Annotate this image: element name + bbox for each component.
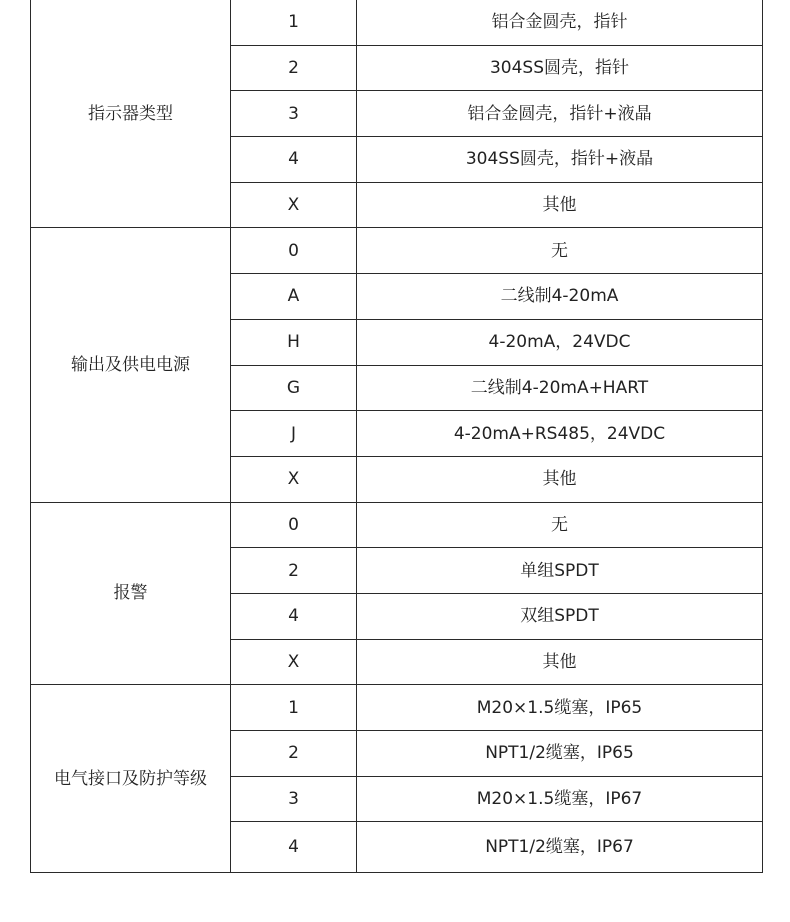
option-code: 4: [231, 593, 357, 639]
option-description: 其他: [357, 456, 763, 502]
option-description: 铝合金圆壳，指针: [357, 0, 763, 45]
option-code: X: [231, 182, 357, 228]
option-code: X: [231, 456, 357, 502]
option-code: X: [231, 639, 357, 685]
option-description: 4-20mA，24VDC: [357, 319, 763, 365]
option-description: 铝合金圆壳，指针+液晶: [357, 91, 763, 137]
option-code: 2: [231, 45, 357, 91]
option-code: 4: [231, 137, 357, 183]
option-description: 304SS圆壳，指针: [357, 45, 763, 91]
spec-table: [30, 0, 763, 873]
option-code: 3: [231, 91, 357, 137]
table-row: [31, 685, 763, 731]
option-description: 4-20mA+RS485，24VDC: [357, 411, 763, 457]
option-code: 1: [231, 685, 357, 731]
group-label-indicator-type: 指示器类型: [31, 0, 231, 228]
option-code: 1: [231, 0, 357, 45]
group-label-electrical-interface: 电气接口及防护等级: [31, 685, 231, 873]
option-description: 304SS圆壳，指针+液晶: [357, 137, 763, 183]
option-code: 2: [231, 548, 357, 594]
group-label-alarm: 报警: [31, 502, 231, 685]
option-description: M20×1.5缆塞，IP65: [357, 685, 763, 731]
option-description: 单组SPDT: [357, 548, 763, 594]
option-code: G: [231, 365, 357, 411]
option-description: 其他: [357, 639, 763, 685]
option-code: 0: [231, 502, 357, 548]
option-code: 4: [231, 822, 357, 873]
table-row: [31, 502, 763, 548]
option-description: 双组SPDT: [357, 593, 763, 639]
option-code: H: [231, 319, 357, 365]
option-description: NPT1/2缆塞，IP67: [357, 822, 763, 873]
option-code: 0: [231, 228, 357, 274]
table-row: [31, 0, 763, 45]
option-description: 二线制4-20mA+HART: [357, 365, 763, 411]
spec-table-body: [31, 0, 763, 873]
option-code: A: [231, 274, 357, 320]
option-code: 2: [231, 731, 357, 777]
table-row: [31, 228, 763, 274]
option-description: 无: [357, 228, 763, 274]
option-description: NPT1/2缆塞，IP65: [357, 731, 763, 777]
option-description: 二线制4-20mA: [357, 274, 763, 320]
option-code: 3: [231, 776, 357, 822]
option-description: 无: [357, 502, 763, 548]
option-description: M20×1.5缆塞，IP67: [357, 776, 763, 822]
option-description: 其他: [357, 182, 763, 228]
option-code: J: [231, 411, 357, 457]
group-label-output-power: 输出及供电电源: [31, 228, 231, 502]
